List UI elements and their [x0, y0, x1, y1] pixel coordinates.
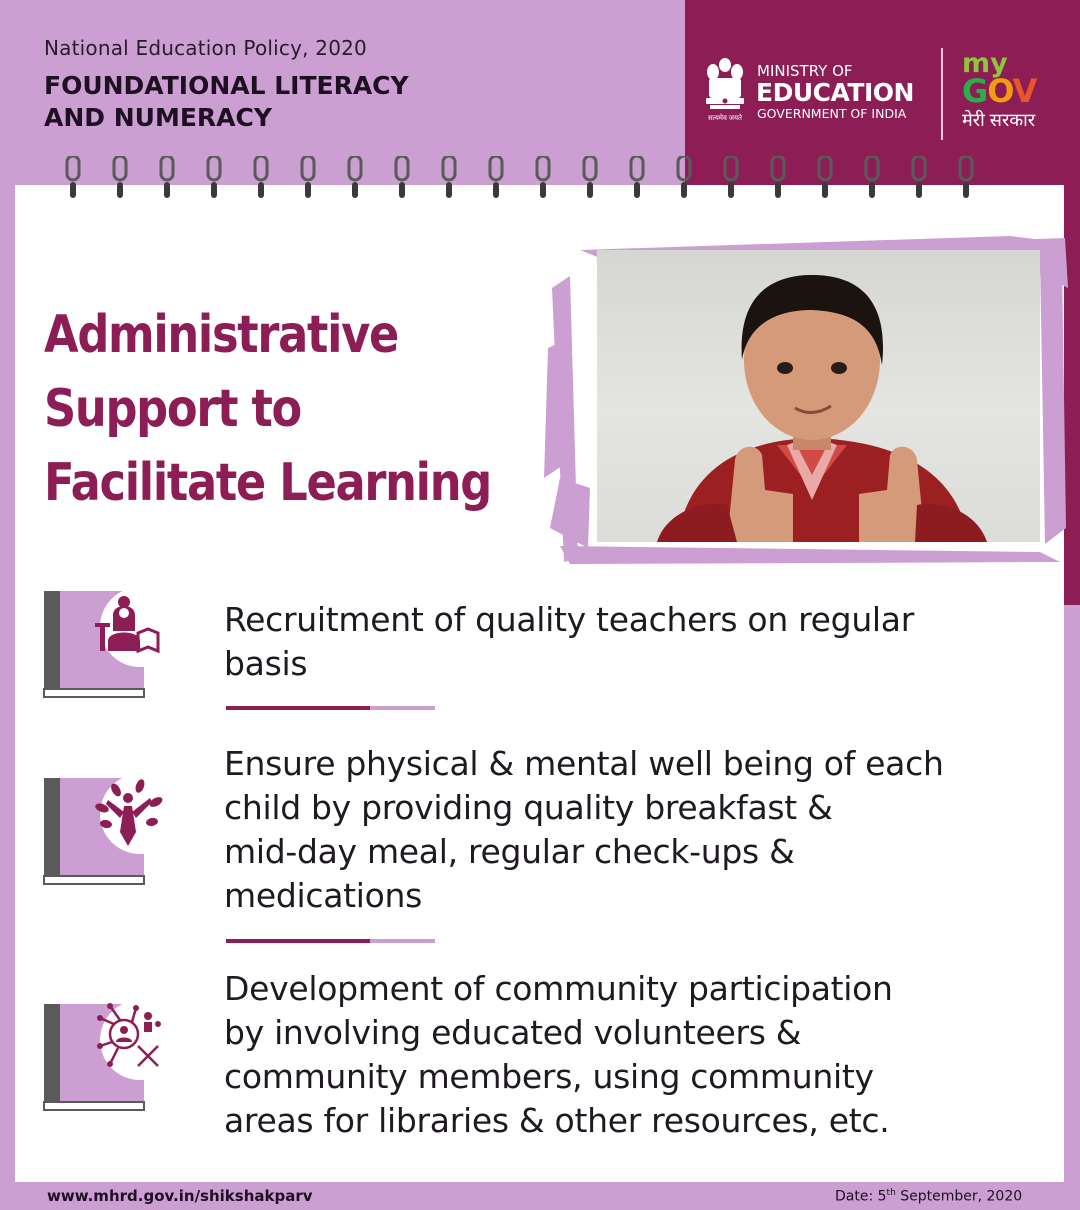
- main-heading-line-1: Administrative: [44, 305, 399, 365]
- community-icon: [40, 998, 170, 1112]
- child-thumbs-up-illustration: [597, 250, 1040, 542]
- point-3-text: Development of community participation by involving educated volunteers & community members, using community areas for libraries & other resources, etc.: [224, 969, 893, 1140]
- page-title-line-1: FOUNDATIONAL LITERACY: [44, 71, 409, 100]
- national-emblem-icon: [700, 56, 750, 126]
- spiral-binding-icon: [0, 156, 1080, 206]
- page-title-line-2: AND NUMERACY: [44, 103, 272, 132]
- footer-url: www.mhrd.gov.in/shikshakparv: [47, 1187, 313, 1205]
- ministry-top-text: MINISTRY OF: [757, 62, 853, 80]
- separator-1: [226, 706, 435, 710]
- separator-2: [226, 939, 435, 943]
- mygov-logo: [962, 48, 1062, 132]
- ministry-name: EDUCATION: [756, 78, 914, 107]
- wellbeing-icon: [40, 772, 170, 886]
- teacher-icon: [40, 585, 170, 699]
- mygov-gov: GOV: [962, 72, 1037, 110]
- page-title: [44, 70, 464, 134]
- mygov-tagline: मेरी सरकार: [962, 110, 1036, 130]
- footer-date: Date: 5th September, 2020: [835, 1188, 1023, 1205]
- policy-label: National Education Policy, 2020: [44, 36, 367, 60]
- ministry-subtitle: GOVERNMENT OF INDIA: [757, 106, 907, 121]
- point-2-text: Ensure physical & mental well being of each child by providing quality breakfast & mid-day meal, regular check-ups & medications: [224, 744, 944, 915]
- mygov-my: my: [962, 48, 1008, 79]
- main-heading-line-3: Facilitate Learning: [44, 453, 491, 513]
- emblem-motto: सत्यमेव जयते: [707, 115, 743, 122]
- main-heading-line-2: Support to: [44, 379, 301, 439]
- child-photo: [597, 250, 1040, 542]
- main-heading: [44, 298, 491, 520]
- point-1-text: Recruitment of quality teachers on regular basis: [224, 600, 914, 683]
- logo-divider: [941, 48, 943, 140]
